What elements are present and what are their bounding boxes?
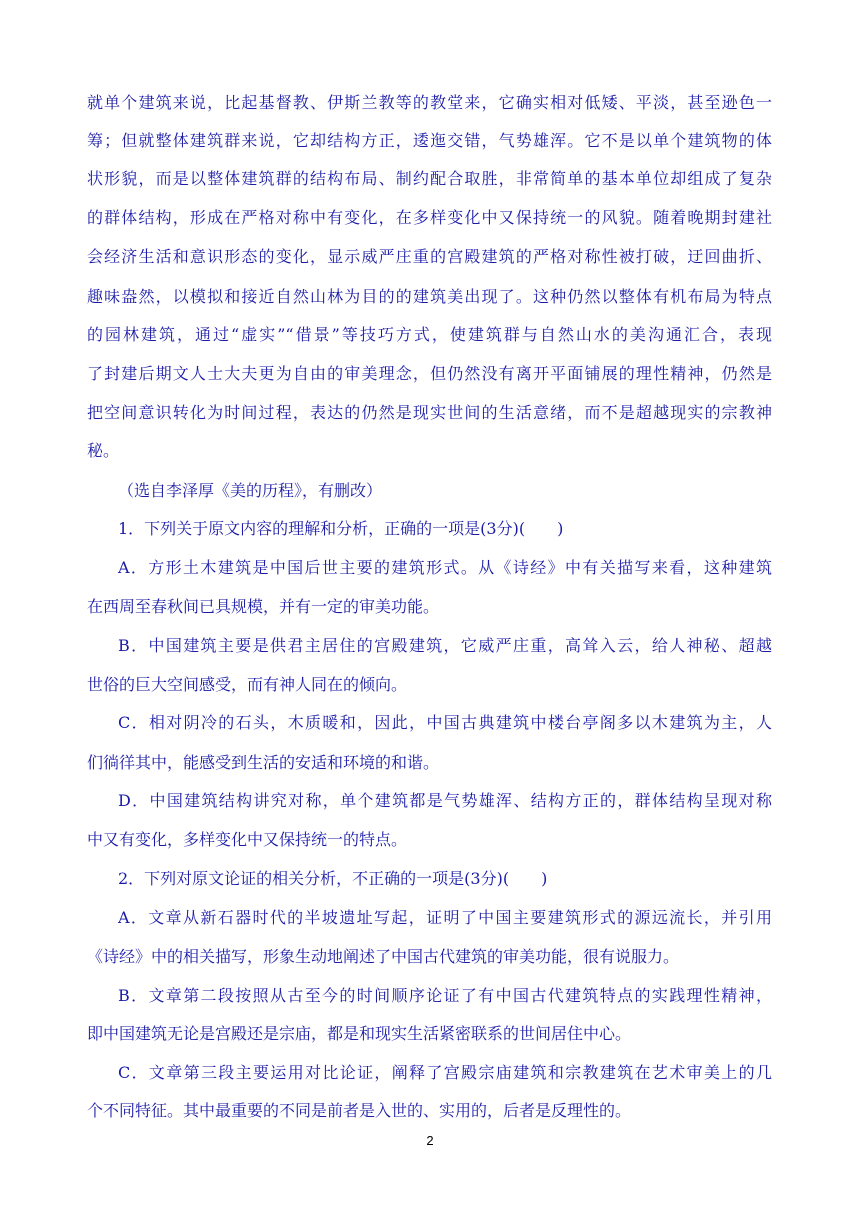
paragraph-line: 就单个建筑来说，比起基督教、伊斯兰教等的教堂来，它确实相对低矮、平淡，甚至逊色一 — [87, 93, 772, 112]
option-d-line: D．中国建筑结构讲究对称，单个建筑都是气势雄浑、结构方正的，群体结构呈现对称 — [118, 791, 772, 810]
paragraph-line: 会经济生活和意识形态的变化，显示威严庄重的宫殿建筑的严格对称性被打破，迂回曲折、 — [87, 247, 772, 266]
paragraph-line: 把空间意识转化为时间过程，表达的仍然是现实世间的生活意绪，而不是超越现实的宗教神 — [87, 403, 772, 422]
option-c-line: 个不同特征。其中最重要的不同是前者是入世的、实用的，后者是反理性的。 — [87, 1101, 632, 1120]
option-b-line: B．文章第二段按照从古至今的时间顺序论证了有中国古代建筑特点的实践理性精神， — [118, 986, 772, 1005]
option-d-line: 中又有变化，多样变化中又保持统一的特点。 — [87, 830, 408, 849]
paragraph-line: 趣味盎然，以模拟和接近自然山林为目的的建筑美出现了。这种仍然以整体有机布局为特点 — [87, 287, 772, 306]
paragraph-line: 状形貌，而是以整体建筑群的结构布局、制约配合取胜，非常简单的基本单位却组成了复杂 — [87, 169, 772, 188]
page-number: 2 — [426, 1133, 434, 1148]
source-citation: （选自李泽厚《美的历程》，有删改） — [118, 481, 383, 500]
option-a-line: 《诗经》中的相关描写，形象生动地阐述了中国古代建筑的审美功能，很有说服力。 — [87, 947, 680, 966]
paragraph-line: 了封建后期文人士大夫更为自由的审美理念，但仍然没有离开平面铺展的理性精神，仍然是 — [87, 364, 772, 383]
option-b-line: B．中国建筑主要是供君主居住的宫殿建筑，它威严庄重，高耸入云，给人神秘、超越 — [118, 636, 772, 655]
option-a-line: A．文章从新石器时代的半坡遗址写起，证明了中国主要建筑形式的源远流长，并引用 — [118, 908, 772, 927]
paragraph-line: 筹；但就整体建筑群来说，它却结构方正，逶迤交错，气势雄浑。它不是以单个建筑物的体 — [87, 131, 772, 150]
option-b-line: 即中国建筑无论是宫殿还是宗庙，都是和现实生活紧密联系的世间居住中心。 — [87, 1024, 632, 1043]
paragraph-line: 的群体结构，形成在严格对称中有变化，在多样变化中又保持统一的风貌。随着晚期封建社 — [87, 208, 772, 227]
option-b-line: 世俗的巨大空间感受，而有神人同在的倾向。 — [87, 675, 408, 694]
paragraph-line: 秘。 — [87, 441, 120, 460]
option-c-line: C．相对阴冷的石头，木质暖和，因此，中国古典建筑中楼台亭阁多以木建筑为主，人 — [118, 713, 772, 732]
option-a-line: A．方形土木建筑是中国后世主要的建筑形式。从《诗经》中有关描写来看，这种建筑 — [118, 558, 772, 577]
option-c-line: 们徜徉其中，能感受到生活的安适和环境的和谐。 — [87, 753, 440, 772]
option-a-line: 在西周至春秋间已具规模，并有一定的审美功能。 — [87, 597, 440, 616]
question-1: 1．下列关于原文内容的理解和分析，正确的一项是(3分)( ) — [118, 519, 564, 538]
paragraph-line: 的园林建筑，通过“虚实”“借景”等技巧方式，使建筑群与自然山水的美沟通汇合，表现 — [87, 325, 772, 344]
question-2: 2．下列对原文论证的相关分析，不正确的一项是(3分)( ) — [118, 869, 548, 888]
option-c-line: C．文章第三段主要运用对比论证，阐释了宫殿宗庙建筑和宗教建筑在艺术审美上的几 — [118, 1063, 772, 1082]
